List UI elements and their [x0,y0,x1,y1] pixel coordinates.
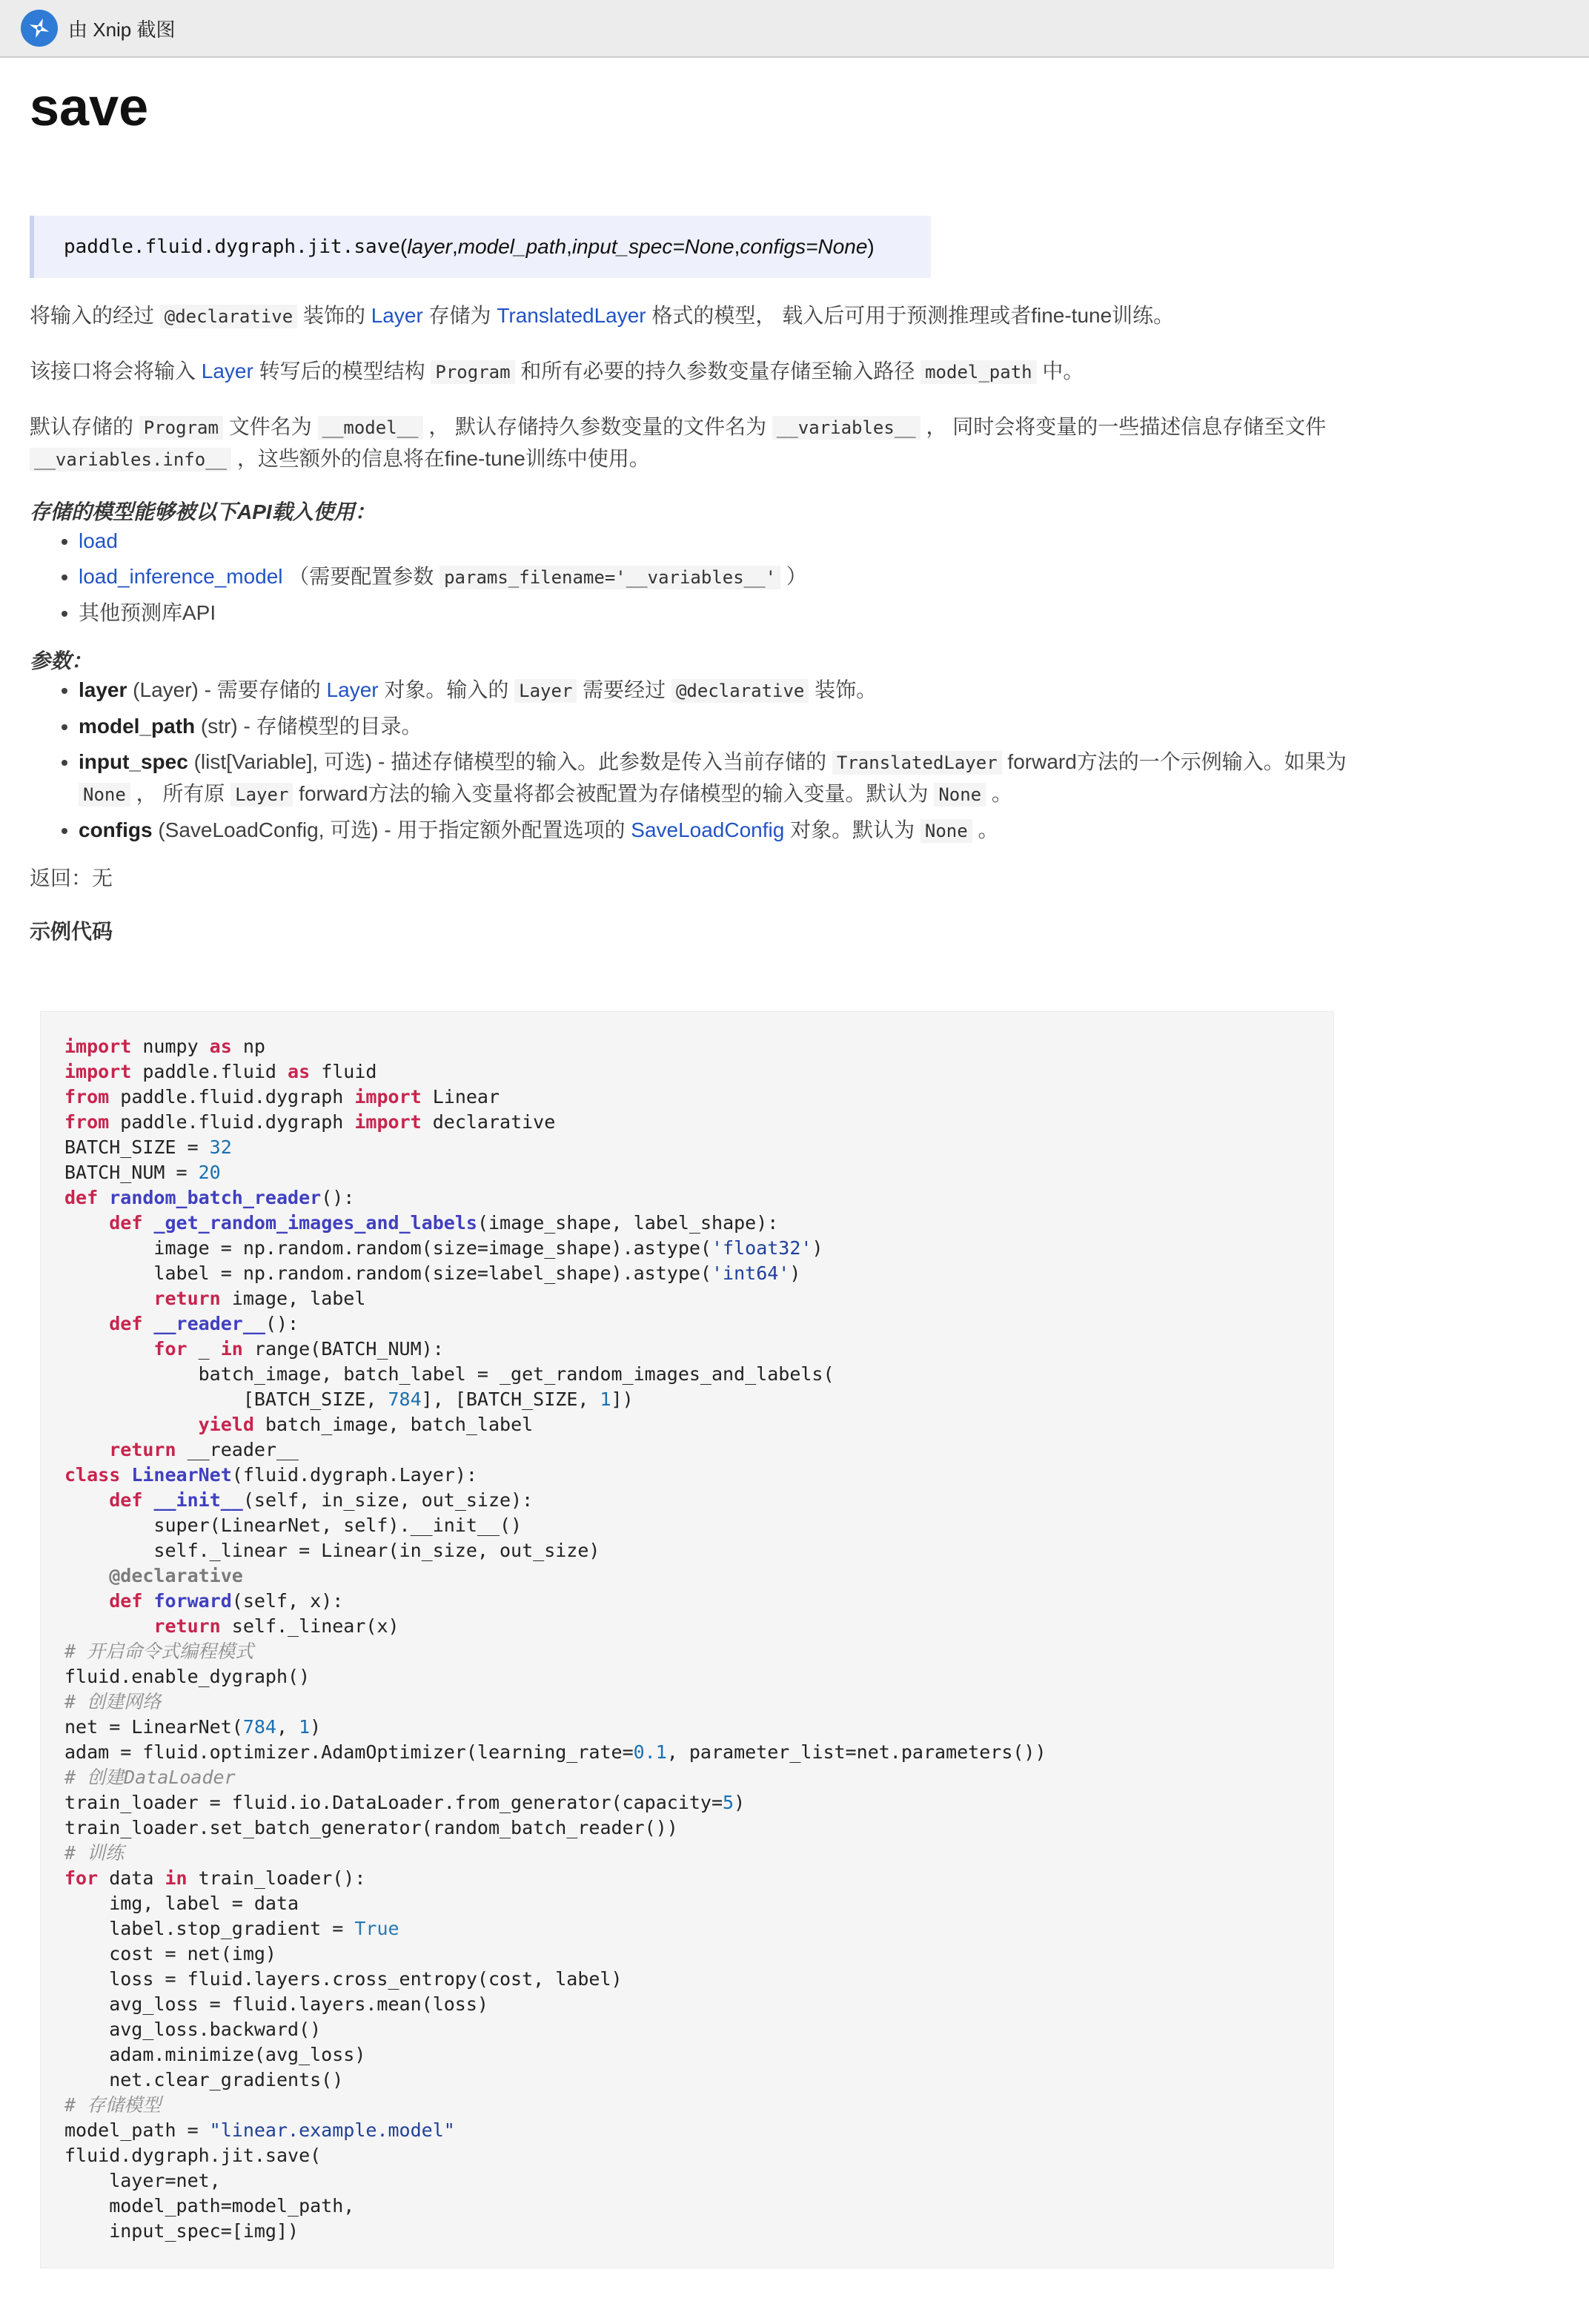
example-code: import numpy as np import paddle.fluid as fluid from paddle.fluid.dygraph import Linear from paddle.fluid.dygraph import declarative BATCH_SIZE = 32 BATCH_NUM = 20 def random_batch_reader(): def _get_random_images_and_labels(image_shape, label_shape): image = np.random.random(size=image_shape).astype('float32') label = np.random.random(size=label_shape).astype('int64') return image, label def __reader__(): for _ in range(BATCH_NUM): batch_image, batch_label = _get_random_images_and_labels( [BATCH_SIZE, 784], [BATCH_SIZE, 1]) yield batch_image, batch_label return __reader__ class LinearNet(fluid.dygraph.Layer): def __init__(self, in_size, out_size): super(LinearNet, self).__init__() self._linear = Linear(in_size, out_size) @declarative def forward(self, x): return self._linear(x) # 开启命令式编程模式 fluid.enable_dygraph() # 创建网络 net = LinearNet(784, 1) adam = fluid.optimizer.AdamOptimizer(learning_rate=0.1, parameter_list=net.parameters()) # 创建DataLoader train_loader = fluid.io.DataLoader.from_generator(capacity=5) train_loader.set_batch_generator(random_batch_reader()) # 训练 for data in train_loader(): img, label = data label.stop_gradient = True cost = net(img) loss = fluid.layers.cross_entropy(cost, label) avg_loss = fluid.layers.mean(loss) avg_loss.backward() adam.minimize(avg_loss) net.clear_gradients() # 存储模型 model_path = "linear.example.model" fluid.dygraph.jit.save( layer=net, model_path=model_path, input_spec=[img]) [64,1036,1046,2242]
param-item-input-spec: • input_spec (list[Variable], 可选) - 描述存储模型的输入。此参数是传入当前存储的 TranslatedLayer forward方法的一个示例输入。如果为 None ， 所有原 Layer forward方法的输入变量将都会被配置为存储模型的输入变量。默认为 None 。 [79,746,1349,810]
signature-param: model_path [457,235,567,259]
doc-content [30,58,1349,947]
param-item-configs: • configs (SaveLoadConfig, 可选) - 用于指定额外配置选项的 SaveLoadConfig 对象。默认为 None 。 [79,815,1349,847]
inline-code: Program [139,416,223,440]
inline-code: Layer [514,679,577,703]
load-api-list [30,526,1349,629]
translatedlayer-link[interactable]: TranslatedLayer [497,304,646,328]
function-signature: paddle.fluid.dygraph.jit.save ( layer , model_path , input_spec=None , configs=None ) [30,216,931,278]
layer-link[interactable]: Layer [201,360,253,383]
xnip-logo-icon [21,10,58,47]
inline-code: None [920,819,972,843]
layer-link[interactable]: Layer [326,678,379,702]
inline-code: Program [431,360,514,384]
inline-code: None [934,783,986,807]
signature-func: paddle.fluid.dygraph.jit.save [64,236,400,259]
list-item [79,526,1349,557]
inline-code: @declarative [160,305,297,328]
inline-code: __model__ [318,416,423,440]
inline-code: __variables__ [772,416,920,440]
signature-param: layer [407,235,452,259]
load-apis-heading: 存储的模型能够被以下API载入使用： [30,500,376,524]
code-block [40,1011,1334,2268]
list-item: • load_inference_model （需要配置参数 params_filename='__variables__' ） [79,561,1349,593]
page-title: save [30,78,149,137]
saveloadconfig-link[interactable]: SaveLoadConfig [631,818,785,842]
signature-param: input_spec=None [571,235,734,259]
list-item: • 其他预测库API [79,597,1349,629]
titlebar-label: 由 Xnip 截图 [68,18,176,41]
param-item-model-path: • model_path (str) - 存储模型的目录。 [79,711,1349,742]
load-inference-model-link[interactable]: load_inference_model [79,565,283,589]
inline-code: Layer [230,783,293,807]
inline-code: TranslatedLayer [832,751,1002,775]
description-paragraph: 将输入的经过 @declarative 装饰的 Layer 存储为 TranslatedLayer 格式的模型， 载入后可用于预测推理或者fine-tune训练。 [30,304,1175,328]
inline-code: None [79,783,130,807]
description-paragraph: 该接口将会将输入 Layer 转写后的模型结构 Program 和所有必要的持久参数变量存储至输入路径 model_path 中。 [30,360,1084,383]
params-list [30,675,1349,847]
returns-text: 返回：无 [30,867,113,890]
example-heading: 示例代码 [30,920,113,944]
inline-code: @declarative [671,679,809,703]
description-paragraph: 默认存储的 Program 文件名为 __model__ ， 默认存储持久参数变量的文件名为 __variables__ ， 同时会将变量的一些描述信息存储至文件 __variables.info__ ，这些额外的信息将在fine-tune训练中使用。 [30,415,1327,471]
inline-code: __variables.info__ [30,448,231,471]
window-titlebar [0,0,1589,58]
inline-code: params_filename='__variables__' [439,566,780,589]
param-item-layer: • layer (Layer) - 需要存储的 Layer 对象。输入的 Layer 需要经过 @declarative 装饰。 [79,675,1349,706]
params-heading: 参数： [30,649,93,673]
load-link[interactable]: load [79,529,118,553]
layer-link[interactable]: Layer [371,304,423,328]
signature-param: configs=None [740,235,868,259]
inline-code: model_path [920,360,1037,384]
